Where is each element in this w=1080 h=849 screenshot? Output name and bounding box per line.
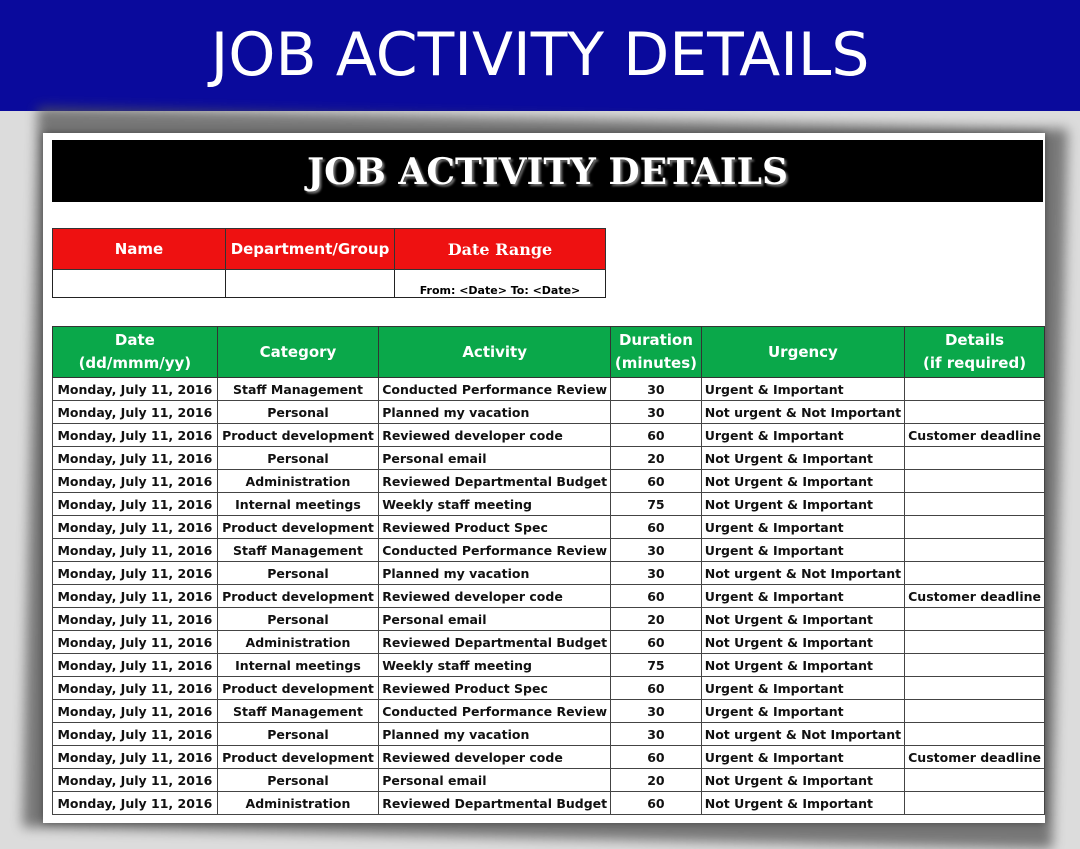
sheet-title: JOB ACTIVITY DETAILS xyxy=(52,140,1043,202)
details-cell[interactable]: Customer deadline xyxy=(905,424,1045,447)
name-header: Name xyxy=(53,229,226,270)
category-cell[interactable]: Product development xyxy=(217,516,378,539)
table-row xyxy=(53,585,1045,608)
duration-cell[interactable]: 30 xyxy=(611,723,702,746)
category-cell[interactable]: Personal xyxy=(217,608,378,631)
date-cell[interactable]: Monday, July 11, 2016 xyxy=(53,608,218,631)
activity-cell[interactable]: Reviewed Departmental Budget xyxy=(379,631,611,654)
details-cell[interactable] xyxy=(905,470,1045,493)
category-cell[interactable]: Internal meetings xyxy=(217,654,378,677)
header-line: Urgency xyxy=(768,342,838,361)
urgency-cell[interactable]: Not urgent & Not Important xyxy=(701,723,904,746)
urgency-cell[interactable]: Not Urgent & Important xyxy=(701,769,904,792)
duration-cell[interactable]: 30 xyxy=(611,700,702,723)
category-cell[interactable]: Personal xyxy=(217,447,378,470)
table-row xyxy=(53,539,1045,562)
category-cell[interactable]: Product development xyxy=(217,585,378,608)
table-row xyxy=(53,470,1045,493)
table-row xyxy=(53,746,1045,769)
details-cell[interactable] xyxy=(905,539,1045,562)
date-range-header: Date Range xyxy=(395,229,606,270)
urgency-cell[interactable]: Not Urgent & Important xyxy=(701,792,904,815)
table-row xyxy=(53,401,1045,424)
details-cell[interactable]: Customer deadline xyxy=(905,585,1045,608)
activity-cell[interactable]: Planned my vacation xyxy=(379,723,611,746)
column-header-details xyxy=(905,327,1045,378)
date-cell[interactable]: Monday, July 11, 2016 xyxy=(53,585,218,608)
date-cell[interactable]: Monday, July 11, 2016 xyxy=(53,470,218,493)
category-cell[interactable]: Product development xyxy=(217,424,378,447)
category-cell[interactable]: Administration xyxy=(217,792,378,815)
details-cell[interactable] xyxy=(905,493,1045,516)
urgency-cell[interactable]: Urgent & Important xyxy=(701,378,904,401)
date-range-cell[interactable]: From: <Date> To: <Date> xyxy=(395,270,606,298)
table-row xyxy=(53,493,1045,516)
header-line: Category xyxy=(259,342,337,361)
table-row xyxy=(53,424,1045,447)
date-cell[interactable]: Monday, July 11, 2016 xyxy=(53,378,218,401)
urgency-cell[interactable]: Urgent & Important xyxy=(701,516,904,539)
activity-cell[interactable]: Planned my vacation xyxy=(379,401,611,424)
duration-cell[interactable]: 60 xyxy=(611,631,702,654)
urgency-cell[interactable]: Not Urgent & Important xyxy=(701,608,904,631)
info-table xyxy=(52,228,606,298)
category-cell[interactable]: Personal xyxy=(217,401,378,424)
urgency-cell[interactable]: Not Urgent & Important xyxy=(701,493,904,516)
urgency-cell[interactable]: Urgent & Important xyxy=(701,539,904,562)
duration-cell[interactable]: 60 xyxy=(611,792,702,815)
activity-table xyxy=(52,326,1045,815)
table-row xyxy=(53,792,1045,815)
duration-cell[interactable]: 60 xyxy=(611,677,702,700)
urgency-cell[interactable]: Not urgent & Not Important xyxy=(701,401,904,424)
table-row xyxy=(53,631,1045,654)
duration-cell[interactable]: 60 xyxy=(611,746,702,769)
category-cell[interactable]: Staff Management xyxy=(217,700,378,723)
activity-cell[interactable]: Conducted Performance Review xyxy=(379,700,611,723)
urgency-cell[interactable]: Urgent & Important xyxy=(701,424,904,447)
duration-cell[interactable]: 20 xyxy=(611,447,702,470)
activity-cell[interactable]: Reviewed Product Spec xyxy=(379,677,611,700)
category-cell[interactable]: Internal meetings xyxy=(217,493,378,516)
table-row xyxy=(53,608,1045,631)
details-cell[interactable] xyxy=(905,677,1045,700)
date-cell[interactable]: Monday, July 11, 2016 xyxy=(53,631,218,654)
details-cell[interactable]: Customer deadline xyxy=(905,746,1045,769)
category-cell[interactable]: Staff Management xyxy=(217,378,378,401)
date-cell[interactable]: Monday, July 11, 2016 xyxy=(53,677,218,700)
urgency-cell[interactable]: Not Urgent & Important xyxy=(701,447,904,470)
header-line: Activity xyxy=(462,342,527,361)
date-cell[interactable]: Monday, July 11, 2016 xyxy=(53,562,218,585)
category-cell[interactable]: Personal xyxy=(217,562,378,585)
duration-cell[interactable]: 20 xyxy=(611,608,702,631)
details-cell[interactable] xyxy=(905,401,1045,424)
table-row xyxy=(53,447,1045,470)
category-cell[interactable]: Product development xyxy=(217,677,378,700)
activity-cell[interactable]: Personal email xyxy=(379,447,611,470)
header-row xyxy=(53,327,1045,378)
details-cell[interactable] xyxy=(905,792,1045,815)
activity-table-body xyxy=(53,378,1045,815)
duration-cell[interactable]: 60 xyxy=(611,470,702,493)
details-cell[interactable] xyxy=(905,631,1045,654)
department-cell[interactable] xyxy=(226,270,395,298)
details-cell[interactable] xyxy=(905,769,1045,792)
date-cell[interactable]: Monday, July 11, 2016 xyxy=(53,654,218,677)
column-header-category xyxy=(217,327,378,378)
table-row xyxy=(53,516,1045,539)
table-row xyxy=(53,562,1045,585)
header-line: (dd/mmm/yy) xyxy=(78,354,192,372)
activity-cell[interactable]: Reviewed developer code xyxy=(379,585,611,608)
duration-cell[interactable]: 60 xyxy=(611,516,702,539)
activity-cell[interactable]: Weekly staff meeting xyxy=(379,493,611,516)
spreadsheet xyxy=(43,133,1045,823)
date-cell[interactable]: Monday, July 11, 2016 xyxy=(53,493,218,516)
activity-cell[interactable]: Reviewed Departmental Budget xyxy=(379,470,611,493)
activity-cell[interactable]: Conducted Performance Review xyxy=(379,539,611,562)
activity-cell[interactable]: Personal email xyxy=(379,769,611,792)
activity-cell[interactable]: Reviewed Product Spec xyxy=(379,516,611,539)
table-row xyxy=(53,654,1045,677)
header-line: Details xyxy=(944,331,1005,349)
category-cell[interactable]: Staff Management xyxy=(217,539,378,562)
urgency-cell[interactable]: Urgent & Important xyxy=(701,746,904,769)
date-cell[interactable]: Monday, July 11, 2016 xyxy=(53,746,218,769)
category-cell[interactable]: Administration xyxy=(217,470,378,493)
urgency-cell[interactable]: Urgent & Important xyxy=(701,585,904,608)
column-header-activity xyxy=(379,327,611,378)
details-cell[interactable] xyxy=(905,723,1045,746)
table-row xyxy=(53,769,1045,792)
urgency-cell[interactable]: Not Urgent & Important xyxy=(701,470,904,493)
date-cell[interactable]: Monday, July 11, 2016 xyxy=(53,424,218,447)
header-line: (minutes) xyxy=(614,354,697,372)
date-cell[interactable]: Monday, July 11, 2016 xyxy=(53,769,218,792)
date-cell[interactable]: Monday, July 11, 2016 xyxy=(53,516,218,539)
header-line: (if required) xyxy=(923,354,1027,372)
details-cell[interactable] xyxy=(905,562,1045,585)
date-cell[interactable]: Monday, July 11, 2016 xyxy=(53,539,218,562)
duration-cell[interactable]: 75 xyxy=(611,654,702,677)
column-header-urgency xyxy=(701,327,904,378)
column-header-date xyxy=(53,327,218,378)
name-cell[interactable] xyxy=(53,270,226,298)
duration-cell[interactable]: 20 xyxy=(611,769,702,792)
urgency-cell[interactable]: Urgent & Important xyxy=(701,677,904,700)
details-cell[interactable] xyxy=(905,516,1045,539)
date-cell[interactable]: Monday, July 11, 2016 xyxy=(53,447,218,470)
category-cell[interactable]: Personal xyxy=(217,769,378,792)
activity-cell[interactable]: Personal email xyxy=(379,608,611,631)
duration-cell[interactable]: 75 xyxy=(611,493,702,516)
table-row xyxy=(53,378,1045,401)
duration-cell[interactable]: 30 xyxy=(611,401,702,424)
date-cell[interactable]: Monday, July 11, 2016 xyxy=(53,792,218,815)
activity-cell[interactable]: Weekly staff meeting xyxy=(379,654,611,677)
activity-cell[interactable]: Reviewed Departmental Budget xyxy=(379,792,611,815)
table-row xyxy=(53,677,1045,700)
banner-title: JOB ACTIVITY DETAILS xyxy=(0,0,1080,111)
activity-cell[interactable]: Conducted Performance Review xyxy=(379,378,611,401)
date-cell[interactable]: Monday, July 11, 2016 xyxy=(53,700,218,723)
urgency-cell[interactable]: Urgent & Important xyxy=(701,700,904,723)
header-line: Duration xyxy=(618,331,693,349)
urgency-cell[interactable]: Not urgent & Not Important xyxy=(701,562,904,585)
activity-cell[interactable]: Reviewed developer code xyxy=(379,424,611,447)
urgency-cell[interactable]: Not Urgent & Important xyxy=(701,631,904,654)
details-cell[interactable] xyxy=(905,654,1045,677)
details-cell[interactable] xyxy=(905,700,1045,723)
department-header: Department/Group xyxy=(226,229,395,270)
duration-cell[interactable]: 60 xyxy=(611,424,702,447)
details-cell[interactable] xyxy=(905,608,1045,631)
activity-cell[interactable]: Reviewed developer code xyxy=(379,746,611,769)
details-cell[interactable] xyxy=(905,447,1045,470)
table-row xyxy=(53,723,1045,746)
duration-cell[interactable]: 30 xyxy=(611,539,702,562)
duration-cell[interactable]: 30 xyxy=(611,378,702,401)
duration-cell[interactable]: 60 xyxy=(611,585,702,608)
duration-cell[interactable]: 30 xyxy=(611,562,702,585)
category-cell[interactable]: Administration xyxy=(217,631,378,654)
date-cell[interactable]: Monday, July 11, 2016 xyxy=(53,723,218,746)
activity-cell[interactable]: Planned my vacation xyxy=(379,562,611,585)
details-cell[interactable] xyxy=(905,378,1045,401)
table-row xyxy=(53,700,1045,723)
urgency-cell[interactable]: Not Urgent & Important xyxy=(701,654,904,677)
header-line: Date xyxy=(114,331,155,349)
column-header-duration xyxy=(611,327,702,378)
category-cell[interactable]: Personal xyxy=(217,723,378,746)
category-cell[interactable]: Product development xyxy=(217,746,378,769)
date-cell[interactable]: Monday, July 11, 2016 xyxy=(53,401,218,424)
